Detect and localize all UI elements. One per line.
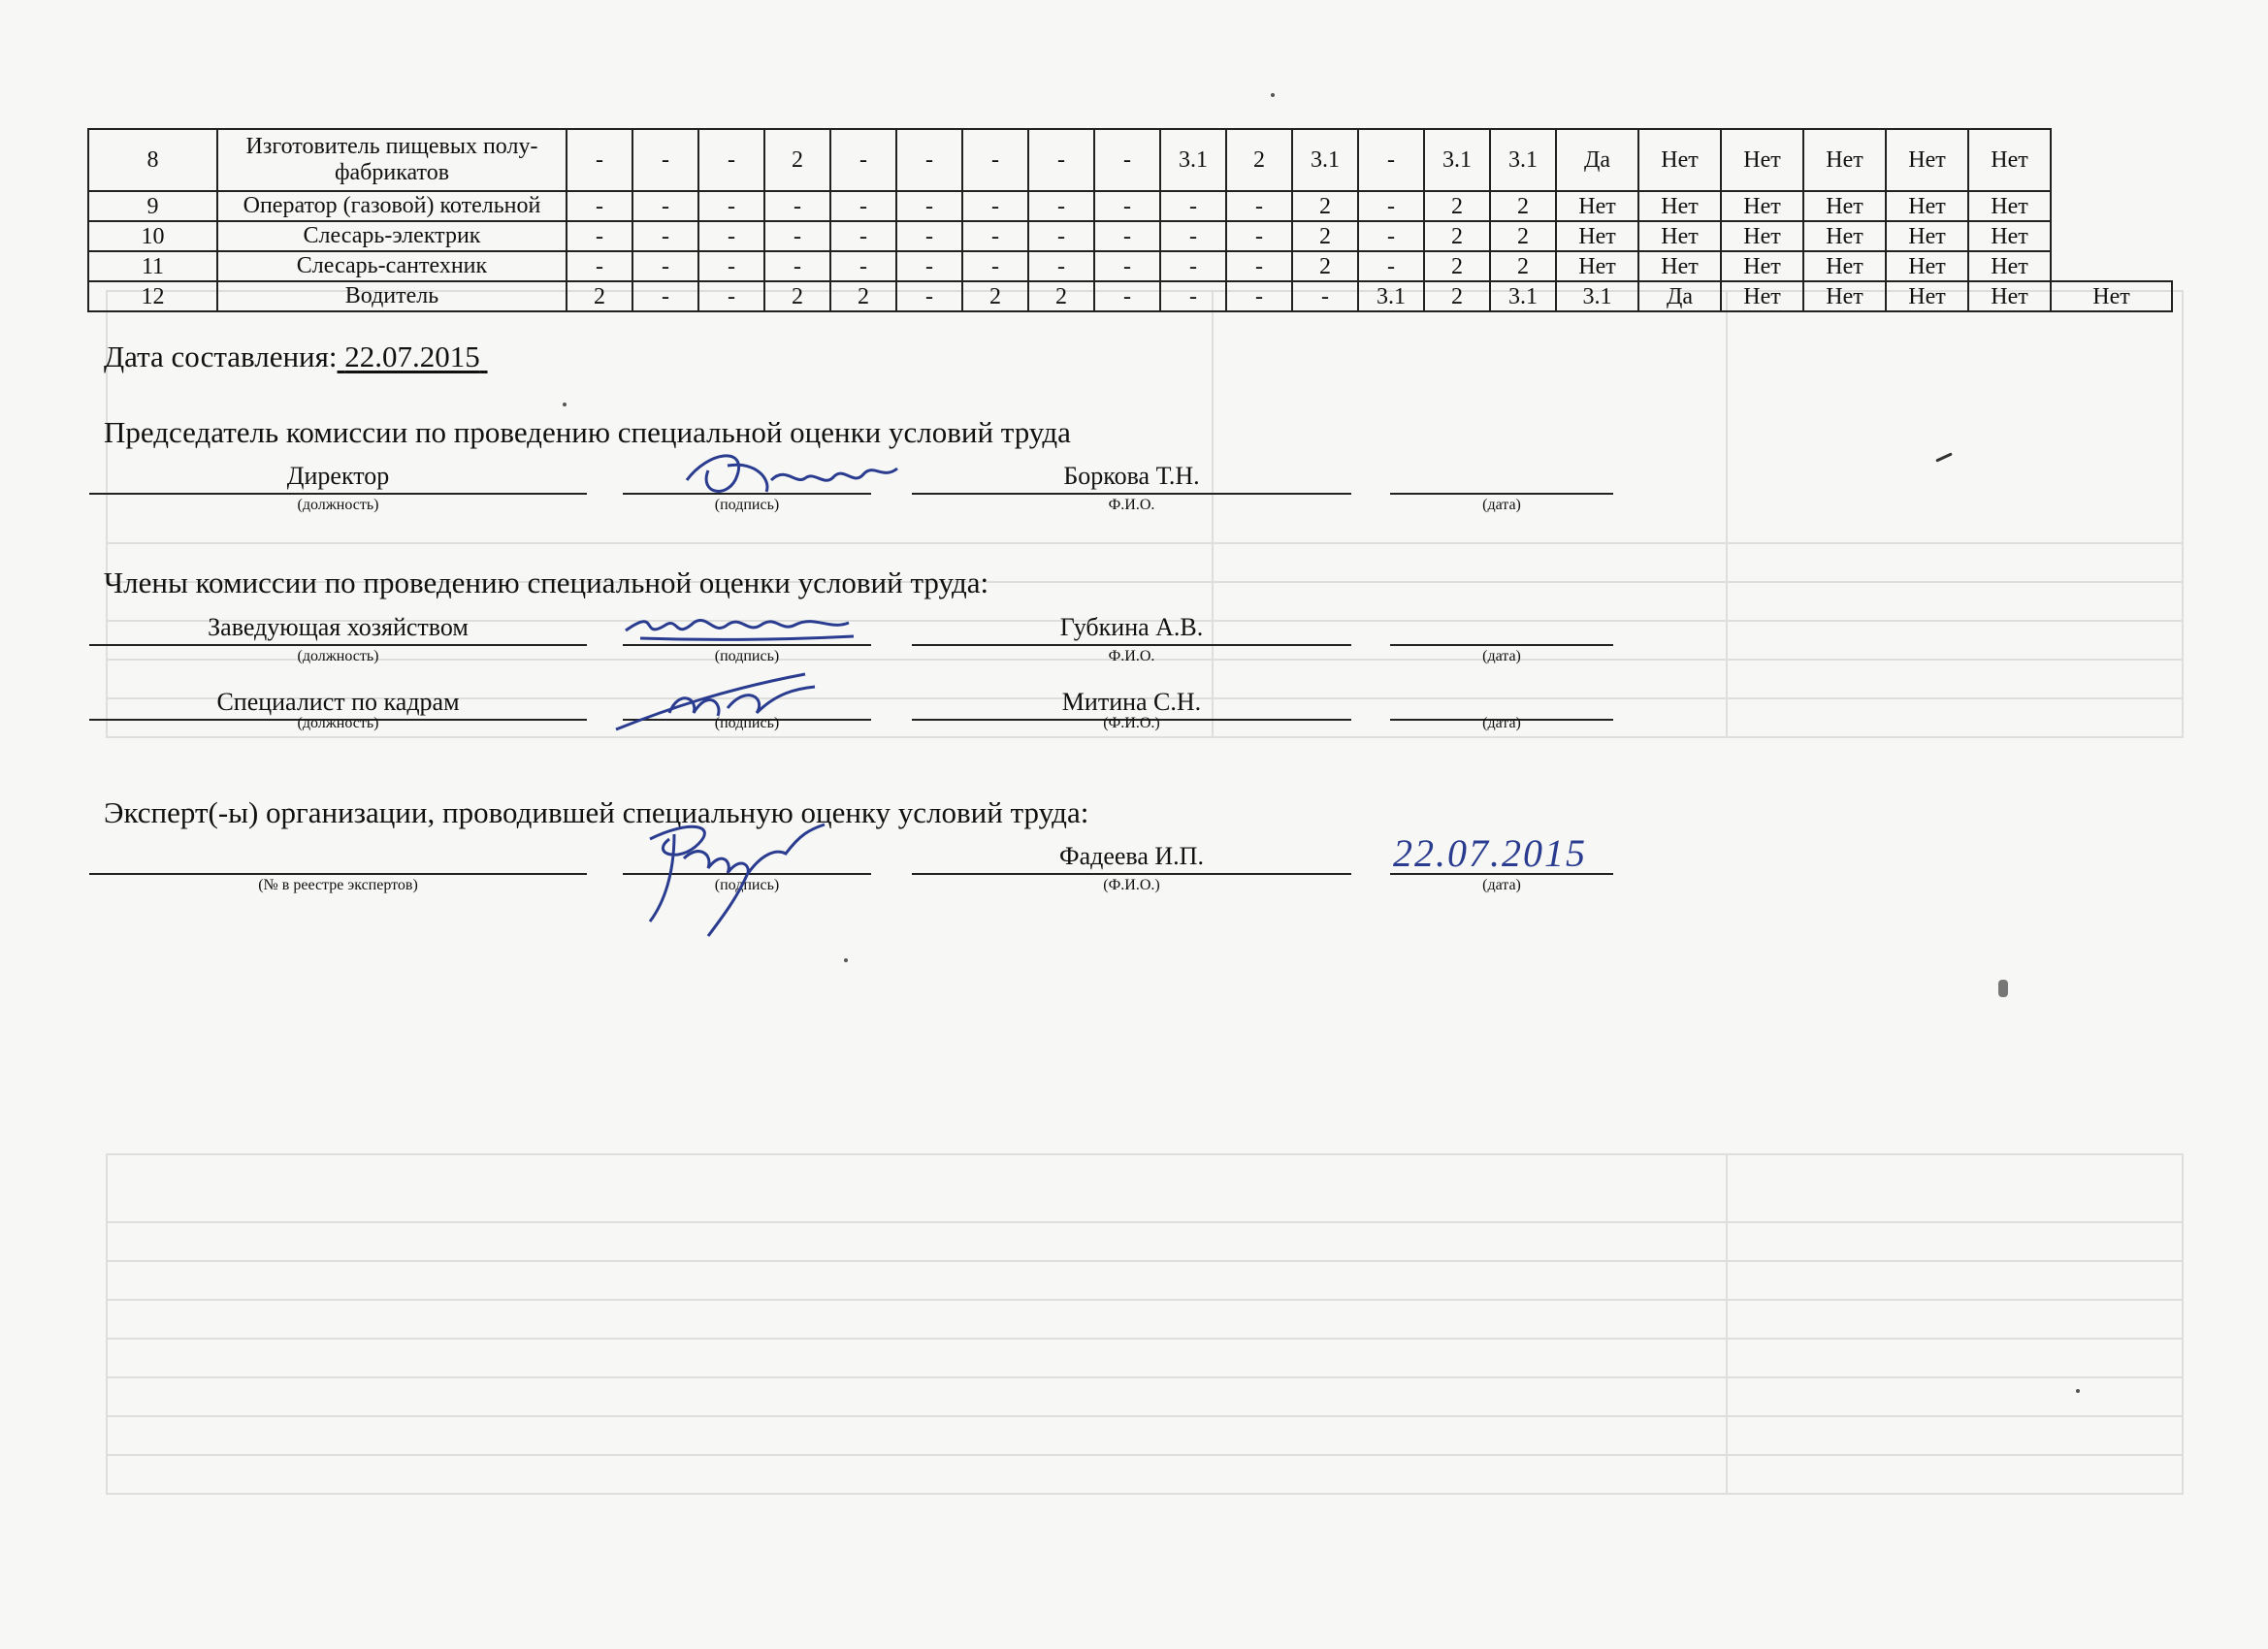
expert-fio-field: Фадеева И.П. (912, 840, 1351, 875)
job-title-cell: Водитель (217, 281, 567, 311)
member-1-handwritten-signature (621, 601, 863, 650)
member-1-fio-field: Губкина А.В. (912, 611, 1351, 646)
caption-fio: Ф.И.О. (1108, 497, 1155, 513)
table-cell: 2 (1424, 221, 1490, 251)
table-cell: - (830, 221, 896, 251)
chairman-title: Председатель комиссии по проведению специальной оценки условий труда (104, 415, 1071, 449)
table-cell: Нет (1803, 251, 1886, 281)
table-cell: - (632, 281, 698, 311)
table-cell: Да (1638, 281, 1721, 311)
chairman-position-field: Директор (89, 460, 587, 495)
table-cell: - (567, 251, 632, 281)
table-cell: 2 (1292, 251, 1358, 281)
table-cell: - (1358, 251, 1424, 281)
table-cell: Нет (1968, 221, 2051, 251)
table-cell: - (567, 221, 632, 251)
row-number: 8 (88, 129, 217, 191)
table-cell: Нет (1886, 251, 1968, 281)
table-cell: Нет (1638, 251, 1721, 281)
expert-registry-field (89, 840, 587, 875)
table-cell: - (962, 191, 1028, 221)
table-cell: 2 (962, 281, 1028, 311)
table-cell: Да (1556, 129, 1638, 191)
table-cell: - (830, 191, 896, 221)
caption-sign: (подпись) (714, 648, 780, 664)
scan-speck (563, 403, 567, 406)
members-title: Члены комиссии по проведению специальной оценки условий труда: (104, 566, 989, 599)
table-cell: - (1358, 221, 1424, 251)
table-row (88, 129, 2172, 191)
caption-date: (дата) (1482, 877, 1521, 893)
row-number: 12 (88, 281, 217, 311)
table-cell: - (1358, 129, 1424, 191)
job-title-cell: Оператор (газовой) котельной (217, 191, 567, 221)
table-cell: 2 (830, 281, 896, 311)
table-cell: Нет (1803, 281, 1886, 311)
caption-fio: (Ф.И.О.) (1103, 877, 1160, 893)
caption-fio: (Ф.И.О.) (1103, 715, 1160, 731)
scan-speck (2076, 1389, 2080, 1393)
table-cell: - (1094, 221, 1160, 251)
caption-date: (дата) (1482, 715, 1521, 731)
table-cell: - (830, 251, 896, 281)
table-cell: Нет (1556, 221, 1638, 251)
table-cell: - (698, 281, 764, 311)
table-cell: 3.1 (1490, 129, 1556, 191)
caption-date: (дата) (1482, 648, 1521, 664)
table-cell: - (1094, 191, 1160, 221)
results-table (87, 128, 2173, 312)
table-cell: Нет (1886, 129, 1968, 191)
date-label: Дата составления: (104, 340, 338, 373)
date-value: 22.07.2015 (344, 340, 480, 373)
table-cell: - (1028, 251, 1094, 281)
table-cell: - (1028, 221, 1094, 251)
table-cell: Нет (1721, 221, 1803, 251)
table-cell: 2 (1490, 251, 1556, 281)
table-cell: - (1028, 191, 1094, 221)
table-cell: 3.1 (1424, 129, 1490, 191)
table-cell: - (1226, 221, 1292, 251)
table-cell: - (1292, 281, 1358, 311)
chairman-fio-field: Боркова Т.Н. (912, 460, 1351, 495)
table-cell: - (1160, 251, 1226, 281)
expert-handwritten-date: 22.07.2015 (1393, 831, 1587, 875)
table-cell: Нет (1968, 191, 2051, 221)
table-cell: - (698, 251, 764, 281)
table-cell: - (1094, 129, 1160, 191)
caption-sign: (подпись) (714, 715, 780, 731)
table-cell: 3.1 (1292, 129, 1358, 191)
table-cell: Нет (1968, 129, 2051, 191)
table-cell: - (1226, 251, 1292, 281)
compilation-date (104, 340, 488, 374)
caption-position: (должность) (297, 648, 379, 664)
scan-speck (844, 958, 848, 962)
table-cell: 2 (1490, 191, 1556, 221)
expert-signature-row (0, 840, 2268, 898)
table-cell: Нет (1886, 221, 1968, 251)
member-2-position-field: Специалист по кадрам (89, 686, 587, 721)
row-number: 9 (88, 191, 217, 221)
table-cell: Нет (1638, 221, 1721, 251)
table-cell: - (1358, 191, 1424, 221)
table-cell: - (1094, 251, 1160, 281)
table-cell: - (764, 221, 830, 251)
table-cell: Нет (1721, 191, 1803, 221)
table-cell: 3.1 (1160, 129, 1226, 191)
chairman-handwritten-signature (679, 441, 912, 509)
caption-fio: Ф.И.О. (1108, 648, 1155, 664)
table-cell: 3.1 (1358, 281, 1424, 311)
table-cell: Нет (1968, 251, 2051, 281)
table-cell: - (698, 221, 764, 251)
caption-date: (дата) (1482, 497, 1521, 513)
row-number: 11 (88, 251, 217, 281)
table-cell: 2 (764, 281, 830, 311)
table-cell: - (1160, 281, 1226, 311)
table-cell: 2 (1490, 221, 1556, 251)
job-title-cell: Изготовитель пищевых полу-фабрикатов (217, 129, 567, 191)
table-cell: - (962, 221, 1028, 251)
table-cell: 2 (1424, 281, 1490, 311)
table-cell: - (1160, 221, 1226, 251)
table-cell: Нет (1721, 281, 1803, 311)
member-2-fio-field: Митина С.Н. (912, 686, 1351, 721)
table-cell: 2 (1292, 221, 1358, 251)
table-cell: Нет (1638, 191, 1721, 221)
table-cell: Нет (2051, 281, 2172, 311)
table-cell: - (567, 191, 632, 221)
table-cell: - (698, 191, 764, 221)
table-cell: 2 (764, 129, 830, 191)
table-cell: - (896, 191, 962, 221)
table-cell: - (896, 251, 962, 281)
member-2-signature-row (0, 686, 2268, 744)
table-cell: Нет (1886, 191, 1968, 221)
caption-sign: (подпись) (714, 877, 780, 893)
table-cell: - (962, 129, 1028, 191)
table-cell: Нет (1556, 251, 1638, 281)
member-2-handwritten-signature (611, 669, 863, 737)
table-cell: - (896, 129, 962, 191)
caption-registry: (№ в реестре экспертов) (258, 877, 418, 893)
row-number: 10 (88, 221, 217, 251)
caption-position: (должность) (297, 497, 379, 513)
table-cell: Нет (1803, 129, 1886, 191)
table-cell: - (962, 251, 1028, 281)
table-cell: Нет (1886, 281, 1968, 311)
table-cell: 2 (1424, 191, 1490, 221)
expert-title: Эксперт(-ы) организации, проводившей специальную оценку условий труда: (104, 795, 1089, 829)
table-cell: 2 (1424, 251, 1490, 281)
table-cell: - (896, 281, 962, 311)
table-cell: - (632, 129, 698, 191)
member-1-date-field (1390, 611, 1613, 646)
table-cell: - (830, 129, 896, 191)
table-cell: Нет (1803, 191, 1886, 221)
table-cell: - (1094, 281, 1160, 311)
table-row (88, 251, 2172, 281)
chairman-date-field (1390, 460, 1613, 495)
table-cell: - (764, 191, 830, 221)
table-cell: 2 (1292, 191, 1358, 221)
table-row (88, 281, 2172, 311)
chairman-signature-row (0, 460, 2268, 518)
table-cell: 2 (1028, 281, 1094, 311)
table-cell: - (632, 191, 698, 221)
table-cell: - (1028, 129, 1094, 191)
table-cell: - (1226, 281, 1292, 311)
table-cell: - (632, 251, 698, 281)
table-cell: - (632, 221, 698, 251)
job-title-cell: Слесарь-электрик (217, 221, 567, 251)
caption-sign: (подпись) (714, 497, 780, 513)
table-row (88, 191, 2172, 221)
table-cell: Нет (1803, 221, 1886, 251)
table-cell: Нет (1721, 251, 1803, 281)
table-cell: Нет (1556, 191, 1638, 221)
table-cell: Нет (1638, 129, 1721, 191)
table-cell: 3.1 (1556, 281, 1638, 311)
table-cell: - (698, 129, 764, 191)
table-cell: 2 (567, 281, 632, 311)
scan-speck (1998, 980, 2008, 997)
job-title-cell: Слесарь-сантехник (217, 251, 567, 281)
expert-handwritten-signature (631, 815, 854, 941)
table-cell: - (764, 251, 830, 281)
member-1-signature-row (0, 611, 2268, 669)
table-cell: - (896, 221, 962, 251)
table-row (88, 221, 2172, 251)
caption-position: (должность) (297, 715, 379, 731)
scan-speck (1271, 93, 1275, 97)
table-cell: Нет (1968, 281, 2051, 311)
table-cell: Нет (1721, 129, 1803, 191)
member-1-position-field: Заведующая хозяйством (89, 611, 587, 646)
table-cell: - (1226, 191, 1292, 221)
table-cell: - (567, 129, 632, 191)
table-cell: 2 (1226, 129, 1292, 191)
table-cell: 3.1 (1490, 281, 1556, 311)
table-cell: - (1160, 191, 1226, 221)
